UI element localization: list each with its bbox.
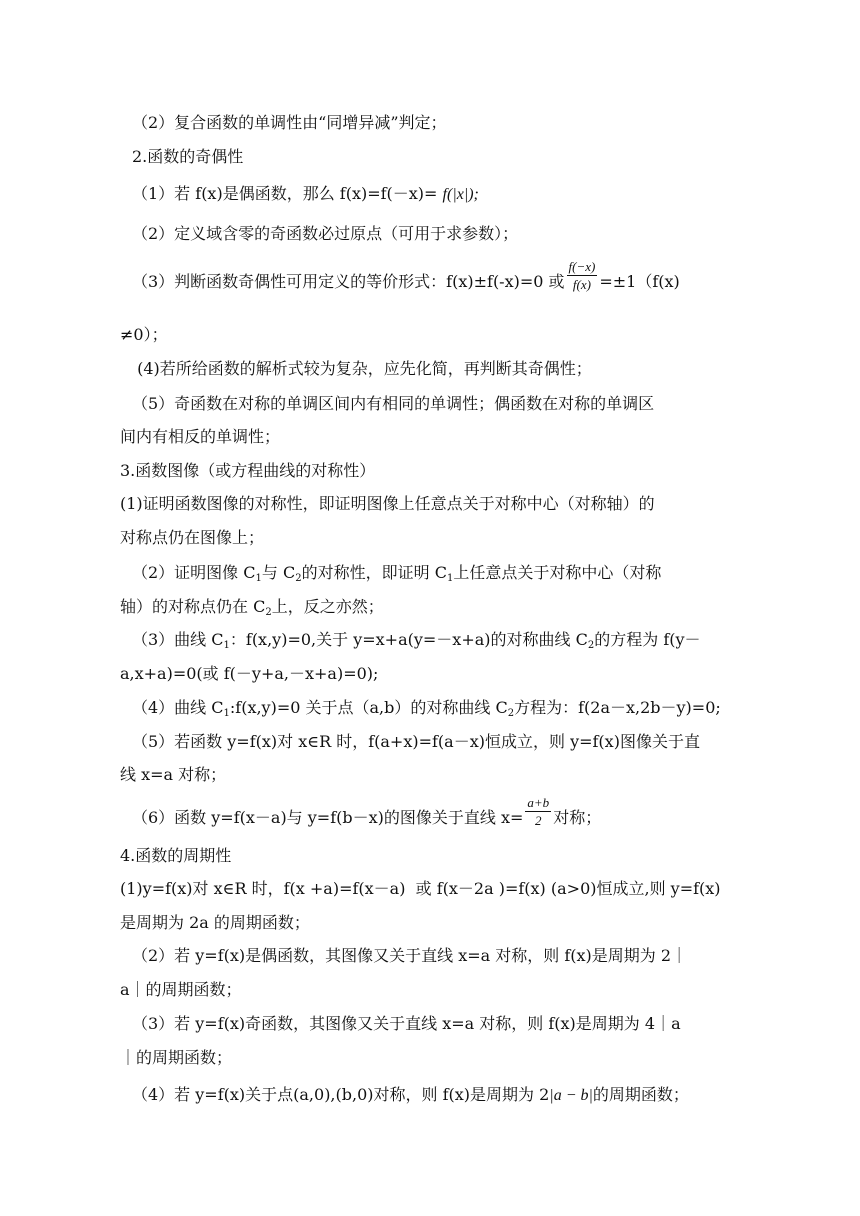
section-heading: 3.函数图像（或方程曲线的对称性） xyxy=(120,461,376,480)
text-line: （3）若 y=f(x)奇函数，其图像又关于直线 x=a 对称，则 f(x)是周期为 4｜a xyxy=(132,1014,681,1033)
fraction: $\frac{a+b}{2}$ xyxy=(527,795,550,828)
text-line: a｜的周期函数； xyxy=(120,980,242,999)
text-line: 间内有相反的单调性； xyxy=(120,427,281,446)
text-line: ≠0）； xyxy=(120,325,168,344)
text-line: 轴）的对称点仍在 $C_2$上，反之亦然； xyxy=(120,597,384,618)
text-line: a,x+a)=0(或 f(－y+a,－x+a)=0); xyxy=(120,664,379,683)
text-line: （2）若 y=f(x)是偶函数，其图像又关于直线 x=a 对称，则 f(x)是周期为 2｜ xyxy=(132,946,688,965)
text-line: （1）若 f(x)是偶函数，那么 f(x)=f(－x)= f(|x|); xyxy=(132,184,479,203)
section-heading: 4.函数的周期性 xyxy=(120,846,232,865)
fraction: $\frac{f(-x)}{f(x)}$ xyxy=(568,259,596,292)
text-line: （4）曲线 $C_1:f(x,y)=0$ 关于点（a,b）的对称曲线 $C_2$方程为：f(2a－x,2b－y)=0; xyxy=(132,698,721,719)
text-line: （3）判断函数奇偶性可用定义的等价形式：f(x)±f(-x)=0 或 $\frac{f(-x)}{f(x)}$ =±1（f(x) xyxy=(132,259,680,292)
text-line: (1)证明函数图像的对称性，即证明图像上任意点关于对称中心（对称轴）的 xyxy=(120,494,655,513)
section-heading: 2.函数的奇偶性 xyxy=(132,147,244,166)
text-line: ｜的周期函数； xyxy=(120,1048,233,1067)
text-line: （2）定义域含零的奇函数必过原点（可用于求参数）； xyxy=(132,224,519,243)
text-line: （5）若函数 y=f(x)对 x∈R 时，f(a+x)=f(a－x)恒成立，则 y=f(x)图像关于直 xyxy=(132,732,700,751)
text-line: （2）证明图像 $C_1$与 $C_2$的对称性，即证明 $C_1$上任意点关于对称中心（对称 xyxy=(132,563,662,584)
text-line: （6）函数 y=f(x－a)与 y=f(b－x)的图像关于直线 x= $\frac{a+b}{2}$ 对称； xyxy=(132,795,602,828)
text-line: (1)y=f(x)对 x∈R 时，f(x +a)=f(x－a) 或 f(x－2a )=f(x) (a>0)恒成立,则 y=f(x) xyxy=(120,879,721,898)
text-line: （4）若 y=f(x)关于点(a,0),(b,0)对称，则 f(x)是周期为 2|a − b|的周期函数； xyxy=(132,1085,689,1104)
text-line: (4)若所给函数的解析式较为复杂，应先化简，再判断其奇偶性； xyxy=(132,359,592,378)
text-line: 对称点仍在图像上； xyxy=(120,528,265,547)
text-line: 线 x=a 对称； xyxy=(120,765,227,784)
text-line: 是周期为 2a 的周期函数； xyxy=(120,913,310,932)
text-line: （3）曲线 $C_1$：f(x,y)=0,关于 y=x+a(y=－x+a)的对称曲线 $C_2$的方程为 f(y－ xyxy=(132,630,701,651)
text-line: （2）复合函数的单调性由“同增异减”判定； xyxy=(132,113,447,132)
text-line: （5）奇函数在对称的单调区间内有相同的单调性；偶函数在对称的单调区 xyxy=(132,394,655,413)
